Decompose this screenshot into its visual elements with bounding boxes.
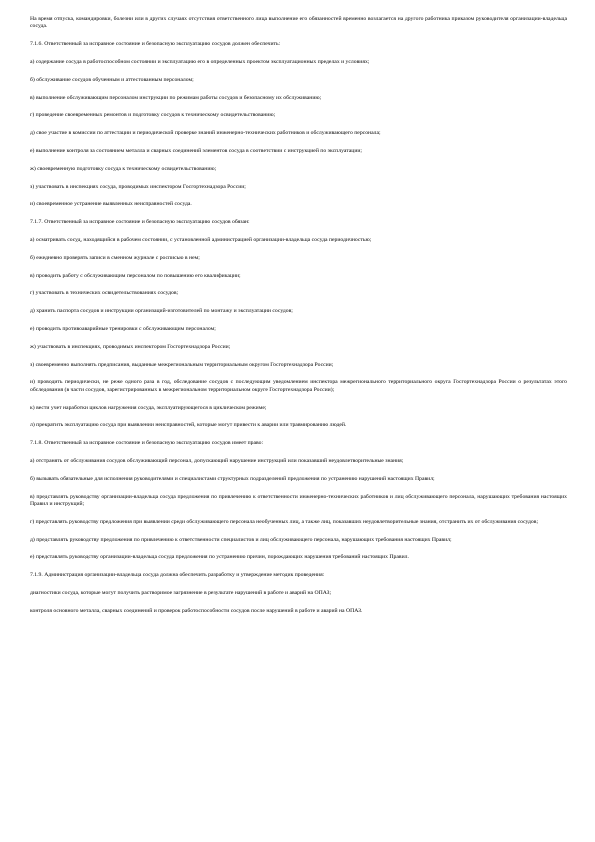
list-item: а) осматривать сосуд, находящийся в рабочем состоянии, с установленной администрацией организации-владельца сосуда периодичностью; [30, 236, 372, 243]
list-item: в) представлять руководству организации-владельца сосуда предложения по привлечению к ответственности инженерно-технических работников и лиц обслуживающего персонала, нарушающих требования настоящих Правил и инструкций; [30, 493, 567, 507]
list-item: в) проводить работу с обслуживающим персоналом по повышению его квалификации; [30, 272, 241, 279]
list-item: в) выполнение обслуживающим персоналом инструкции по режимам работы сосудов и безопасному их обслуживанию; [30, 94, 322, 101]
list-item: контроля основного металла, сварных соединений и проверок работоспособности сосудов после нарушений в работе и аварий на ОПАЗ. [30, 607, 363, 614]
list-item: диагностики сосуда, которые могут получить растворимое загрязнение в результате нарушений в работе и аварий на ОПАЗ; [30, 589, 332, 596]
list-item: а) содержание сосуда в работоспособном состоянии и эксплуатацию его в определенных проектом эксплуатационных пределах и условиях; [30, 59, 370, 65]
document-page [30, 16, 567, 626]
list-item: д) свое участие в комиссии по аттестации и периодической проверке знаний инженерно-технических работников и обслуживающего персонала; [30, 130, 381, 137]
section-heading: 7.1.7. Ответственный за исправное состояние и безопасную эксплуатацию сосудов обязан: [30, 219, 250, 226]
list-item: г) представлять руководству предложения при выявлении среди обслуживающего персонала необученных лиц, а также лиц, показавших неудовлетворительные знания, отстранить их от обслуживания сосудов; [30, 518, 539, 525]
list-item: г) проведение своевременных ремонтов и подготовку сосудов к техническому освидетельствованию; [30, 112, 276, 119]
list-item: д) представлять руководству предложения по привлечению к ответственности специалистов и лиц обслуживающего персонала, нарушающих требования настоящих Правил; [30, 536, 452, 543]
list-item: к) вести учет наработки циклов нагружения сосуда, эксплуатирующегося в циклическом режиме; [30, 404, 267, 411]
list-item: а) отстранять от обслуживания сосудов обслуживающий персонал, допускающий нарушение инструкций или показавший неудовлетворительные знания; [30, 457, 404, 464]
list-item: и) проводить периодически, не реже одного раза в год, обследование сосудов с последующим уведомлением инспектора межрегионального территориального округа Госгортехнадзора России о результатах этого обследования (в части сосудов, зарегистрированных в межрегиональном территориальном округе Госгортехнадзора России); [30, 379, 567, 393]
list-item: б) вызывать обязательные для исполнения руководителями и специалистами структурных подразделений предложения по устранению нарушений настоящих Правил; [30, 475, 435, 482]
list-item: ж) участвовать в инспекциях, проводимых инспектором Госгортехнадзора России; [30, 343, 231, 350]
list-item: е) представлять руководству организации-владельца сосуда предложения по устранению причин, порождающих нарушения требований настоящих Правил. [30, 554, 409, 561]
section-heading: 7.1.8. Ответственный за исправное состояние и безопасную эксплуатацию сосудов имеет право: [30, 440, 264, 447]
list-item: б) обслуживание сосудов обученным и аттестованным персоналом; [30, 76, 194, 83]
section-heading: 7.1.6. Ответственный за исправное состояние и безопасную эксплуатацию сосудов должен обеспечить: [30, 41, 281, 48]
list-item: б) ежедневно проверять записи в сменном журнале с росписью в нем; [30, 254, 200, 261]
list-item: з) участвовать в инспекциях сосуда, проводимых инспектором Госгортехнадзора России; [30, 183, 246, 190]
list-item: з) своевременно выполнять предписания, выданные межрегиональным территориальным округом Госгортехнадзора России; [30, 361, 334, 368]
list-item: е) выполнение контроля за состоянием металла и сварных соединений элементов сосуда в соответствии с инструкцией по эксплуатации; [30, 147, 363, 154]
list-item: е) проводить противоаварийные тренировки с обслуживающим персоналом; [30, 325, 216, 332]
list-item: ж) своевременную подготовку сосуда к техническому освидетельствованию; [30, 165, 217, 172]
list-item: и) своевременное устранение выявленных неисправностей сосуда. [30, 201, 192, 208]
section-heading: 7.1.9. Администрация организации-владельца сосуда должна обеспечить разработку и утверждение методик проведения: [30, 572, 325, 579]
list-item: д) хранить паспорта сосудов и инструкции организаций-изготовителей по монтажу и эксплуатации сосудов; [30, 308, 293, 315]
list-item: л) прекратить эксплуатацию сосуда при выявлении неисправностей, которые могут привести к аварии или травмированию людей. [30, 422, 347, 429]
paragraph: На время отпуска, командировки, болезни или в других случаях отсутствия ответственного лица выполнение его обязанностей временно возлагается на другого работника приказом руководителя организации-владельца сосуда. [30, 16, 567, 30]
list-item: г) участвовать в технических освидетельствованиях сосудов; [30, 290, 179, 297]
